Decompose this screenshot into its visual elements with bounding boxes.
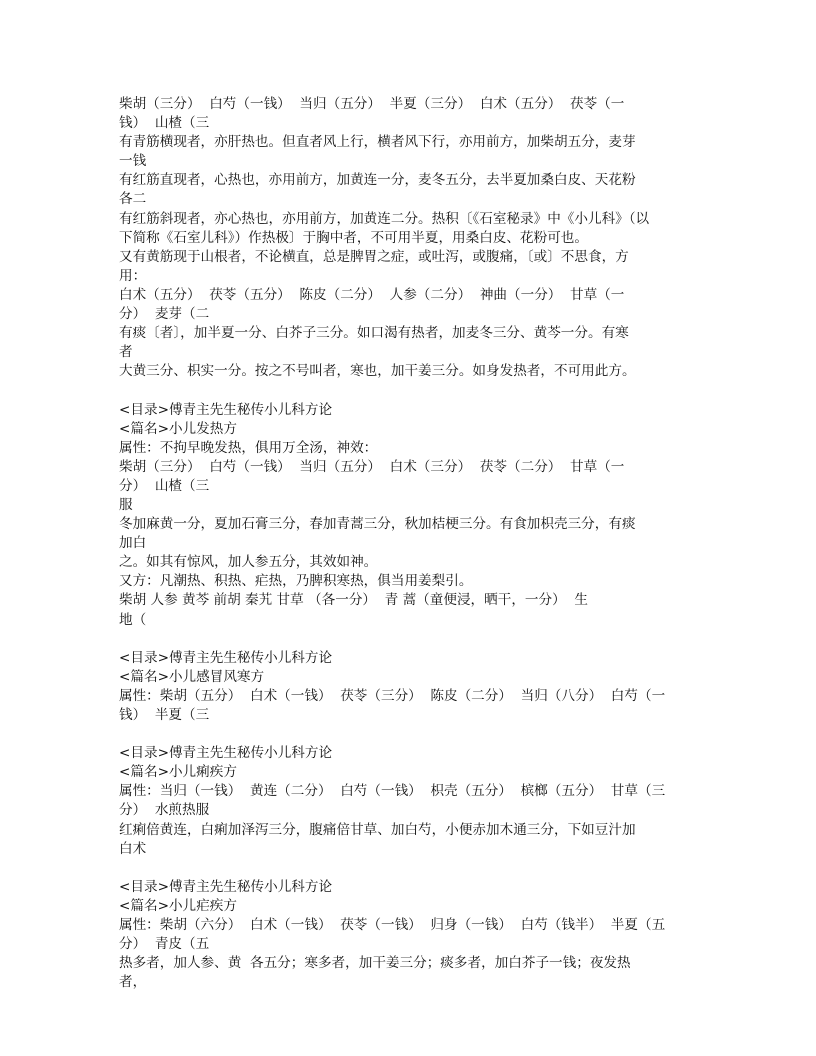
text-line: 分） 山楂（三: [119, 477, 210, 494]
blank-line: [119, 381, 689, 400]
text-line: 一钱: [119, 153, 147, 170]
text-line: 柴胡（三分） 白芍（一钱） 当归（五分） 半夏（三分） 白术（五分） 茯苓（一: [119, 96, 625, 112]
blank-line: [119, 725, 689, 744]
text-line: 分） 青皮（五: [119, 936, 210, 953]
text-line: 有红筋斜现者，亦心热也，亦用前方，加黄连二分。热积〔《石室秘录》中《小儿科》（以: [119, 210, 650, 227]
text-line: 又有黄筋现于山根者，不论横直，总是脾胃之症，或吐泻，或腹痛，〔或〕不思食，方: [119, 248, 629, 265]
text-line: 分） 水煎热服: [119, 802, 210, 819]
text-line: 属性：当归（一钱） 黄连（二分） 白芍（一钱） 枳壳（五分） 槟榔（五分） 甘草（三: [119, 783, 666, 800]
document-body: [119, 95, 689, 992]
text-line: 分） 麦芽（二: [119, 306, 210, 323]
text-line: 热多者，加人参、黄 各五分；寒多者，加干姜三分；痰多者，加白芥子一钱；夜发热: [119, 955, 631, 972]
text-line: 之。如其有惊风，加人参五分，其效如神。: [119, 554, 378, 571]
text-line: <目录>傅青主先生秘传小儿科方论: [119, 649, 333, 666]
text-line: 加白: [119, 535, 147, 552]
text-line: 用：: [119, 267, 147, 284]
text-line: 属性：柴胡（五分） 白术（一钱） 茯苓（三分） 陈皮（二分） 当归（八分） 白芍（一: [119, 687, 666, 704]
text-line: 白术: [119, 840, 147, 857]
text-line: 钱） 山楂（三: [119, 115, 210, 132]
blank-line: [119, 859, 689, 878]
text-line: 冬加麻黄一分，夏加石膏三分，春加青蒿三分，秋加桔梗三分。有食加枳壳三分，有痰: [119, 516, 636, 533]
text-line: <目录>傅青主先生秘传小儿科方论: [119, 878, 333, 895]
text-line: 红痢倍黄连，白痢加泽泻三分，腹痛倍甘草、加白芍，小便赤加木通三分，下如豆汁加: [119, 821, 636, 838]
text-line: <篇名>小儿感冒风寒方: [119, 668, 265, 685]
text-line: 服: [119, 496, 133, 513]
text-line: 柴胡（三分） 白芍（一钱） 当归（五分） 白术（三分） 茯苓（二分） 甘草（一: [119, 458, 625, 475]
text-line: 有痰〔者〕，加半夏一分、白芥子三分。如口渴有热者，加麦冬三分、黄芩一分。有寒: [119, 325, 629, 342]
text-line: <篇名>小儿疟疾方: [119, 897, 237, 914]
text-line: 下简称《石室儿科》）作热极〕于胸中者，不可用半夏，用桑白皮、花粉可也。: [119, 229, 588, 246]
text-line: 又方：凡潮热、积热、疟热，乃脾积寒热，俱当用姜梨引。: [119, 573, 473, 590]
text-line: 有红筋直现者，心热也，亦用前方，加黄连一分，麦冬五分，去半夏加桑白皮、天花粉: [119, 172, 636, 189]
text-line: 各二: [119, 191, 147, 208]
text-line: 者，: [119, 974, 147, 991]
text-line: 属性：不拘早晚发热，俱用万全汤，神效：: [119, 439, 378, 456]
text-line: 柴胡 人参 黄芩 前胡 秦艽 甘草 （各一分） 青 蒿（童便浸，晒干，一分） 生: [119, 592, 588, 609]
text-line: 属性：柴胡（六分） 白术（一钱） 茯苓（一钱） 归身（一钱） 白芍（钱半） 半夏（五: [119, 917, 666, 934]
text-line: 大黄三分、枳实一分。按之不号叫者，寒也，加干姜三分。如身发热者，不可用此方。: [119, 363, 636, 380]
blank-line: [119, 630, 689, 649]
text-line: 者: [119, 344, 133, 361]
text-line: <篇名>小儿痢疾方: [119, 764, 237, 781]
text-line: <篇名>小儿发热方: [119, 420, 237, 437]
text-line: 白术（五分） 茯苓（五分） 陈皮（二分） 人参（二分） 神曲（一分） 甘草（一: [119, 286, 625, 303]
text-line: 地（: [119, 611, 147, 628]
text-line: 钱） 半夏（三: [119, 707, 210, 723]
text-line: 有青筋横现者，亦肝热也。但直者风上行，横者风下行，亦用前方，加柴胡五分，麦芽: [119, 134, 636, 151]
text-line: <目录>傅青主先生秘传小儿科方论: [119, 745, 333, 762]
text-line: <目录>傅青主先生秘传小儿科方论: [119, 401, 333, 418]
